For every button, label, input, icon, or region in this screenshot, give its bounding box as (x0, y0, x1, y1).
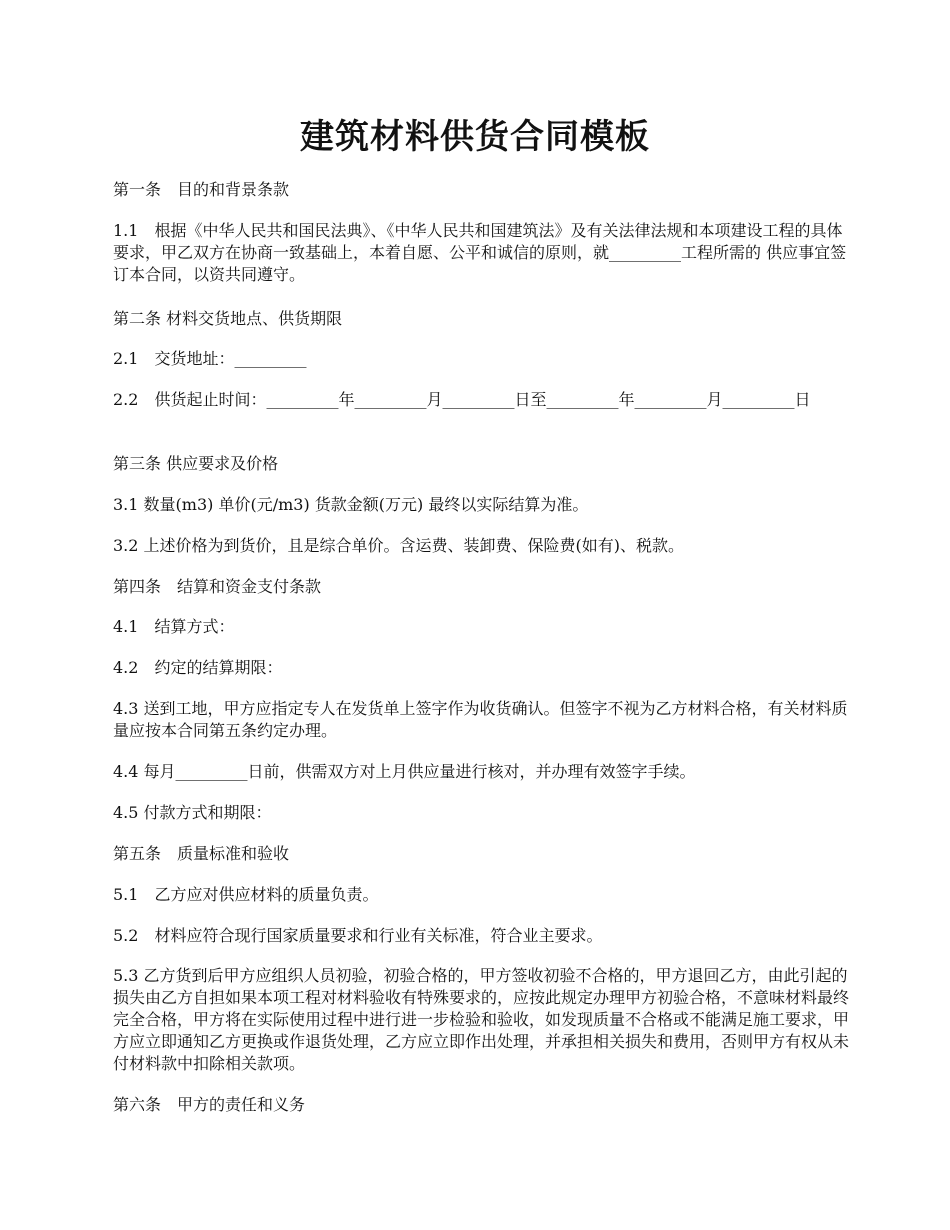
clause-4-5: 4.5 付款方式和期限： (113, 803, 272, 822)
article-6-heading: 第六条 甲方的责任和义务 (113, 1095, 306, 1114)
clause-1-1: 1.1 根据《中华人民共和国民法典》、《中华人民共和国建筑法》及有关法律法规和本项建设工程的具体要求，甲乙双方在协商一致基础上，本着自愿、公平和诚信的原则，就_________工程所需的 供应事宜签订本合同，以资共同遵守。 (113, 221, 847, 284)
document-title: 建筑材料供货合同模板 (300, 117, 650, 157)
article-5-heading: 第五条 质量标准和验收 (113, 844, 290, 863)
article-2-heading: 第二条 材料交货地点、供货期限 (113, 309, 343, 328)
article-4-heading: 第四条 结算和资金支付条款 (113, 577, 322, 596)
clause-4-2: 4.2 约定的结算期限： (113, 658, 283, 677)
clause-2-2: 2.2 供货起止时间：_________年_________月_________日至_________年_________月_________日 (113, 390, 811, 409)
clause-5-3: 5.3 乙方货到后甲方应组织人员初验，初验合格的，甲方签收初验不合格的，甲方退回乙方，由此引起的损失由乙方自担如果本项工程对材料验收有特殊要求的，应按此规定办理甲方初验合格，不意味材料最终完全合格，甲方将在实际使用过程中进行进一步检验和验收，如发现质量不合格或不能满足施工要求，甲方应立即通知乙方更换或作退货处理，乙方应立即作出处理，并承担相关损失和费用，否则甲方有权从未付材料款中扣除相关款项。 (113, 966, 850, 1073)
clause-3-1: 3.1 数量(m3) 单价(元/m3) 货款金额(万元) 最终以实际结算为准。 (113, 495, 589, 514)
clause-2-1: 2.1 交货地址：_________ (113, 349, 307, 368)
clause-5-2: 5.2 材料应符合现行国家质量要求和行业有关标准，符合业主要求。 (113, 926, 603, 945)
clause-4-1: 4.1 结算方式： (113, 617, 235, 636)
clause-3-2: 3.2 上述价格为到货价，且是综合单价。含运费、装卸费、保险费(如有)、税款。 (113, 536, 685, 555)
article-3-heading: 第三条 供应要求及价格 (113, 454, 279, 473)
clause-4-4: 4.4 每月_________日前，供需双方对上月供应量进行核对，并办理有效签字手续。 (113, 762, 696, 781)
clause-5-1: 5.1 乙方应对供应材料的质量负责。 (113, 885, 379, 904)
article-1-heading: 第一条 目的和背景条款 (113, 180, 290, 199)
clause-4-3: 4.3 送到工地，甲方应指定专人在发货单上签字作为收货确认。但签字不视为乙方材料合格，有关材料质量应按本合同第五条约定办理。 (113, 699, 848, 740)
